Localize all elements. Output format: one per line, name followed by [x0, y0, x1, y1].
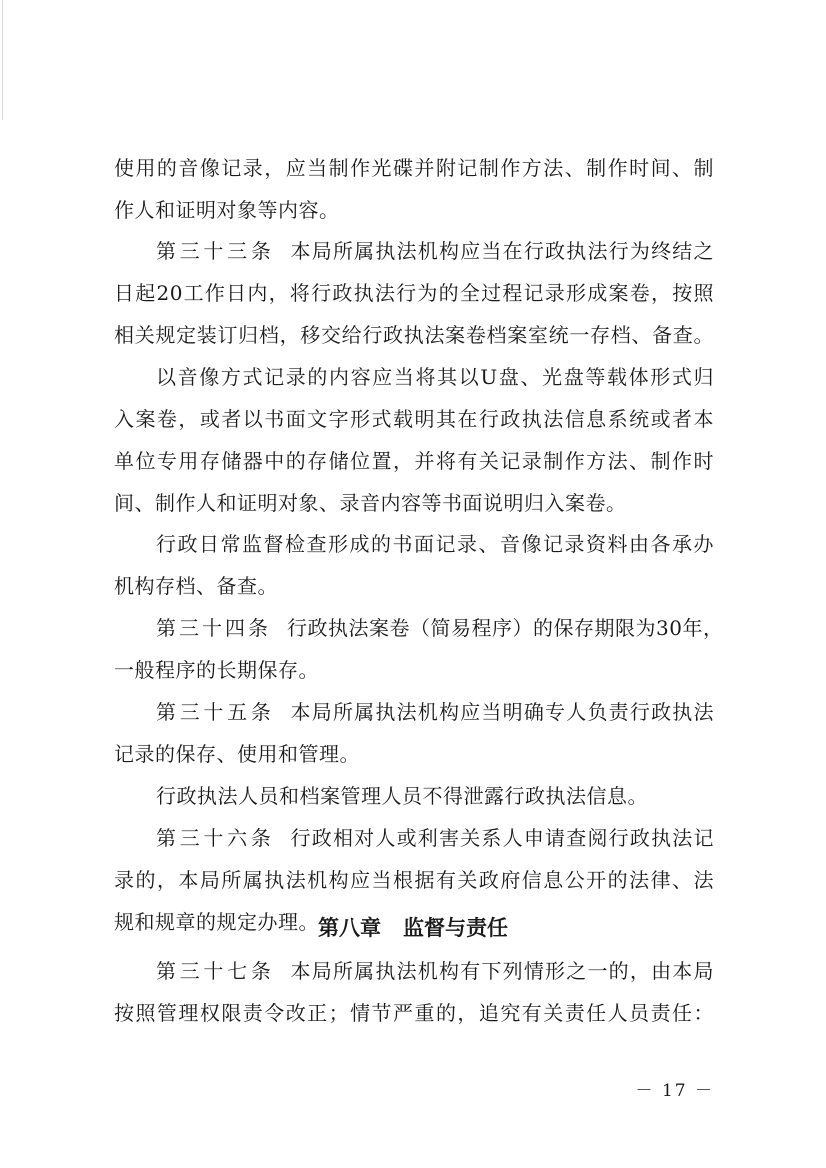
article-35-line: [156, 698, 714, 726]
chapter-heading: [0, 914, 826, 942]
text-line: 使用的音像记录，应当制作光碟并附记制作方法、制作时间、制: [114, 156, 714, 180]
article-37-line: [156, 957, 714, 985]
article-34-line: [156, 614, 724, 642]
text-line: 日起20工作日内，将行政执法行为的全过程记录形成案卷，按照: [114, 281, 714, 305]
text-line: 间、制作人和证明对象、录音内容等书面说明归入案卷。: [114, 491, 627, 515]
article-36-line: [156, 824, 714, 852]
article-35-text: 本局所属执法机构应当明确专人负责行政执法: [290, 700, 715, 724]
article-33-heading: 第三十三条: [156, 239, 275, 263]
chapter-title: 监督与责任: [403, 916, 508, 940]
text-line: 入案卷，或者以书面文字形式载明其在行政执法信息系统或者本: [114, 407, 714, 431]
text-line: 规和规章的规定办理。: [114, 910, 319, 934]
article-35-heading: 第三十五条: [156, 700, 275, 724]
chapter-number: 第八章: [318, 916, 381, 940]
article-33-line: [156, 237, 714, 265]
text-line: 作人和证明对象等内容。: [114, 198, 340, 222]
article-34-text: 行政执法案卷（简易程序）的保存期限为30年，: [287, 616, 724, 640]
article-33-text: 本局所属执法机构应当在行政执法行为终结之: [290, 239, 715, 263]
text-line: 记录的保存、使用和管理。: [114, 742, 360, 766]
article-34-heading: 第三十四条: [156, 616, 271, 640]
article-36-text: 行政相对人或利害关系人申请查阅行政执法记: [290, 826, 715, 850]
article-36-heading: 第三十六条: [156, 826, 275, 850]
text-line: 机构存档、备查。: [114, 574, 278, 598]
text-line: 行政执法人员和档案管理人员不得泄露行政执法信息。: [156, 784, 648, 808]
text-line: 按照管理权限责令改正；情节严重的，追究有关责任人员责任：: [114, 1001, 714, 1025]
text-line: 行政日常监督检查形成的书面记录、音像记录资料由各承办: [156, 532, 714, 556]
text-line: 以音像方式记录的内容应当将其以U盘、光盘等载体形式归: [156, 365, 714, 389]
text-line: 相关规定装订归档，移交给行政执法案卷档案室统一存档、备查。: [114, 323, 714, 347]
text-line: 录的，本局所属执法机构应当根据有关政府信息公开的法律、法: [114, 868, 714, 892]
text-line: 单位专用存储器中的存储位置，并将有关记录制作方法、制作时: [114, 449, 714, 473]
binding-edge: [2, 0, 3, 120]
article-37-heading: 第三十七条: [156, 959, 275, 983]
text-line: 一般程序的长期保存。: [114, 658, 319, 682]
article-37-text: 本局所属执法机构有下列情形之一的，由本局: [290, 959, 715, 983]
page-number: － 17 －: [635, 1081, 714, 1101]
